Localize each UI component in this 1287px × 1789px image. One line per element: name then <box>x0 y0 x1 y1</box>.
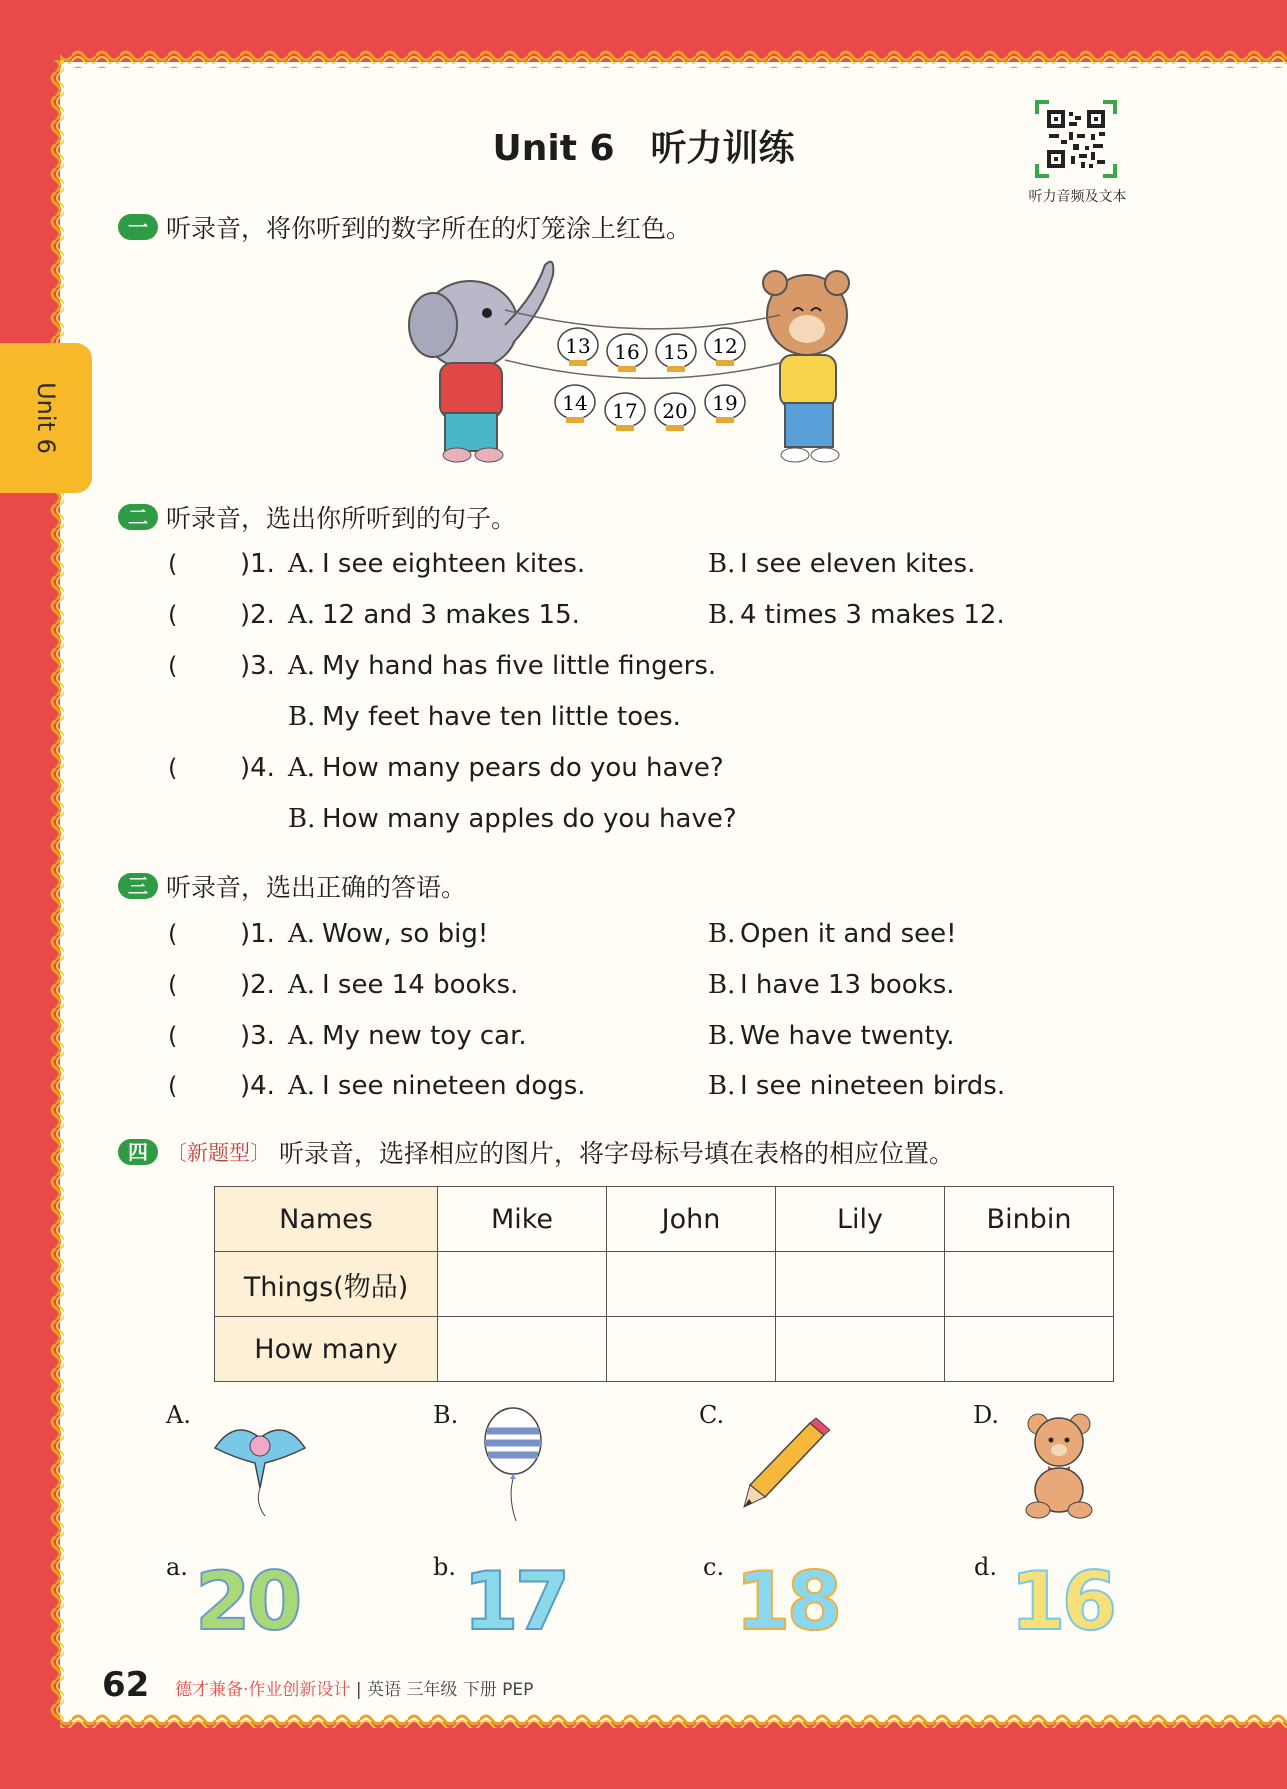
answer-table <box>214 1186 1114 1382</box>
lantern-number: 19 <box>712 391 738 415</box>
table-row-head: How many <box>215 1317 438 1382</box>
table-header-cell: Names <box>215 1187 438 1252</box>
option-label: B. <box>708 1021 736 1051</box>
option-label: B. <box>708 549 736 579</box>
lantern-row-bottom <box>555 385 745 431</box>
unit-tab-label: Unit 6 <box>32 382 60 454</box>
table-header-cell: John <box>607 1187 776 1252</box>
option-text: Wow, so big! <box>322 919 489 949</box>
footer-text <box>175 1675 533 1700</box>
table-row-head: Things(物品) <box>215 1252 438 1317</box>
section-4-instruction: 听录音，选择相应的图片，将字母标号填在表格的相应位置。 <box>279 1139 955 1168</box>
picture-label: A. <box>166 1401 191 1429</box>
kite-icon <box>205 1408 315 1518</box>
number-label: a. <box>166 1553 188 1581</box>
option-label: A. <box>288 600 316 630</box>
number-sixteen: 16 <box>1010 1555 1114 1648</box>
lantern[interactable] <box>607 334 647 372</box>
section-4-heading <box>118 1134 954 1170</box>
section-2-heading <box>118 499 516 535</box>
section-1-badge: 一 <box>118 214 158 240</box>
question-number: )2. <box>240 600 275 630</box>
lantern-number: 13 <box>565 334 591 358</box>
lantern[interactable] <box>558 328 598 366</box>
question-number: )3. <box>240 651 275 681</box>
option-text: How many pears do you have? <box>322 753 724 783</box>
teddy-bear-icon <box>1018 1410 1103 1520</box>
number-twenty: 20 <box>195 1555 299 1648</box>
option-label: B. <box>708 600 736 630</box>
option-label: A. <box>288 1021 316 1051</box>
option-text: My feet have ten little toes. <box>322 702 681 732</box>
answer-paren[interactable]: ( <box>168 754 178 782</box>
answer-cell[interactable] <box>776 1252 945 1317</box>
answer-paren[interactable]: ( <box>168 971 178 999</box>
footer-brand: 德才兼备·作业创新设计 <box>175 1680 351 1700</box>
lantern-row-top <box>558 328 745 372</box>
lantern-number: 15 <box>663 340 689 364</box>
answer-cell[interactable] <box>438 1252 607 1317</box>
table-header-cell: Binbin <box>945 1187 1114 1252</box>
number-label: c. <box>703 1553 725 1581</box>
qr-label: 听力音频及文本 <box>1028 189 1127 205</box>
unit-tab <box>0 343 92 493</box>
table-row <box>215 1187 1114 1252</box>
option-text: My new toy car. <box>322 1021 527 1051</box>
option-label: B. <box>708 970 736 1000</box>
lantern-number: 20 <box>662 399 688 423</box>
section-3-badge: 三 <box>118 873 158 899</box>
table-row <box>215 1317 1114 1382</box>
answer-cell[interactable] <box>776 1317 945 1382</box>
option-label: A. <box>288 651 316 681</box>
number-label: b. <box>433 1553 456 1581</box>
answer-paren[interactable]: ( <box>168 601 178 629</box>
option-label: A. <box>288 549 316 579</box>
section-3-instruction: 听录音，选出正确的答语。 <box>166 873 467 902</box>
option-label: A. <box>288 1071 316 1101</box>
question-number: )1. <box>240 919 275 949</box>
answer-paren[interactable]: ( <box>168 1072 178 1100</box>
lantern[interactable] <box>705 385 745 423</box>
answer-paren[interactable]: ( <box>168 1022 178 1050</box>
lantern-number: 12 <box>712 334 738 358</box>
question-number: )4. <box>240 753 275 783</box>
bear-illustration <box>763 271 849 462</box>
lantern[interactable] <box>555 385 595 423</box>
table-header-cell: Mike <box>438 1187 607 1252</box>
picture-label: C. <box>699 1401 725 1429</box>
section-1-instruction: 听录音，将你听到的数字所在的灯笼涂上红色。 <box>166 214 692 243</box>
lantern[interactable] <box>656 334 696 372</box>
option-text: 4 times 3 makes 12. <box>740 600 1005 630</box>
lantern[interactable] <box>705 328 745 366</box>
option-text: I see eighteen kites. <box>322 549 586 579</box>
section-2-instruction: 听录音，选出你所听到的句子。 <box>166 504 517 533</box>
option-text: I see 14 books. <box>322 970 519 1000</box>
page-title: Unit 6 听力训练 <box>492 128 795 169</box>
option-text: 12 and 3 makes 15. <box>322 600 580 630</box>
picture-label: B. <box>433 1401 459 1429</box>
question-number: )2. <box>240 970 275 1000</box>
table-header-cell: Lily <box>776 1187 945 1252</box>
option-label: A. <box>288 919 316 949</box>
answer-cell[interactable] <box>438 1317 607 1382</box>
answer-cell[interactable] <box>607 1252 776 1317</box>
answer-cell[interactable] <box>607 1317 776 1382</box>
lantern-number: 17 <box>612 399 638 423</box>
lantern-illustration <box>395 255 885 470</box>
option-label: A. <box>288 970 316 1000</box>
pencil-icon <box>740 1415 830 1510</box>
new-type-tag: 〔新题型〕 <box>166 1141 271 1165</box>
qr-code[interactable] <box>1035 100 1117 178</box>
page-number: 62 <box>102 1665 150 1705</box>
option-text: I see nineteen birds. <box>740 1071 1006 1101</box>
table-row <box>215 1252 1114 1317</box>
option-text: We have twenty. <box>740 1021 955 1051</box>
option-text: Open it and see! <box>740 919 957 949</box>
option-label: B. <box>708 919 736 949</box>
lantern[interactable] <box>605 393 645 431</box>
option-text: I see nineteen dogs. <box>322 1071 586 1101</box>
lantern-number: 16 <box>614 340 640 364</box>
option-label: B. <box>288 804 316 834</box>
section-3-heading <box>118 868 466 904</box>
lantern[interactable] <box>655 393 695 431</box>
question-number: )4. <box>240 1071 275 1101</box>
section-2-badge: 二 <box>118 504 158 530</box>
option-text: My hand has five little fingers. <box>322 651 717 681</box>
answer-cell[interactable] <box>945 1317 1114 1382</box>
option-label: A. <box>288 753 316 783</box>
number-label: d. <box>974 1553 997 1581</box>
answer-paren[interactable]: ( <box>168 652 178 680</box>
option-text: I see eleven kites. <box>740 549 976 579</box>
footer-rest: | 英语 三年级 下册 PEP <box>355 1680 534 1700</box>
option-label: B. <box>288 702 316 732</box>
section-1-heading <box>118 209 691 245</box>
option-text: I have 13 books. <box>740 970 955 1000</box>
section-4-badge: 四 <box>118 1139 158 1165</box>
question-number: )1. <box>240 549 275 579</box>
question-number: )3. <box>240 1021 275 1051</box>
picture-label: D. <box>973 1401 1000 1429</box>
number-seventeen: 17 <box>463 1555 567 1648</box>
option-text: How many apples do you have? <box>322 804 737 834</box>
number-eighteen: 18 <box>735 1555 839 1648</box>
answer-paren[interactable]: ( <box>168 550 178 578</box>
lantern-number: 14 <box>562 391 588 415</box>
answer-paren[interactable]: ( <box>168 920 178 948</box>
elephant-illustration <box>409 262 553 462</box>
option-label: B. <box>708 1071 736 1101</box>
balloon-icon <box>478 1403 548 1523</box>
answer-cell[interactable] <box>945 1252 1114 1317</box>
